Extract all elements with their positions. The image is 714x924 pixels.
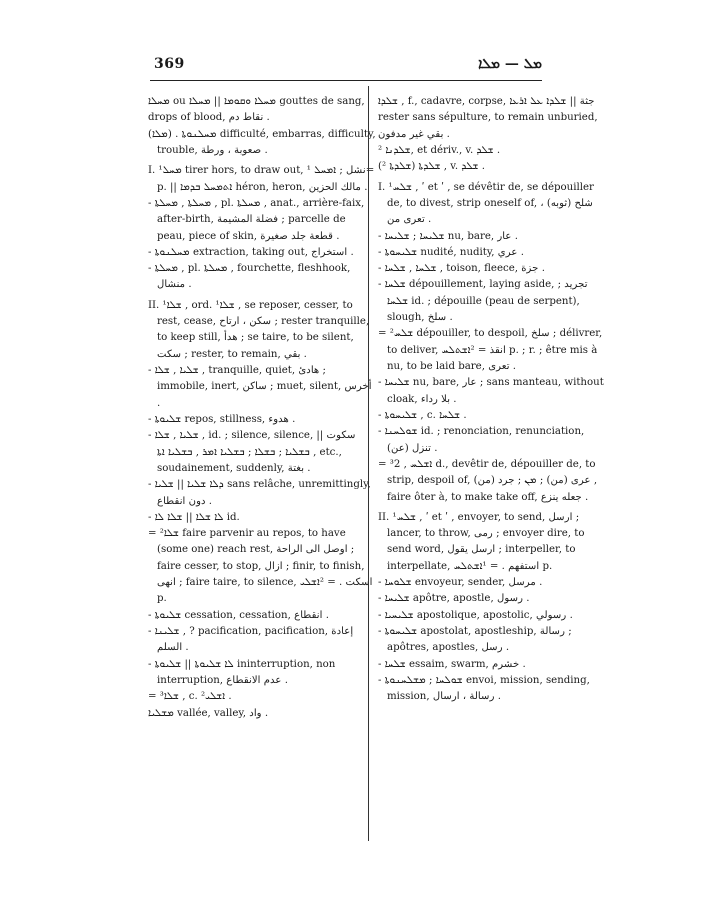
dictionary-entry: - ܫܠܝܚܐ ; ܫܠܝܚܐ nu, bare, عار . — [378, 230, 518, 242]
right-column — [378, 94, 606, 706]
dictionary-entry: - ܫܠܝܐ , ܫܠܐ , tranquille, quiet, هادئ ; immobile, inert, ساكن ; muet, silent, أخرس . — [148, 365, 372, 409]
dictionary-entry: = ²ܫܠܚ dépouiller, to despoil, سلخ ; délivrer, to deliver, انقذ = ²ܐܫܬܠܚ p. ; r. ; être mis à nu, to be laid bare, تعرى . — [378, 328, 603, 372]
dictionary-entry: - ܫܠܝܚܘܬܐ , c. ܫܠܚܐ . — [378, 409, 467, 421]
dictionary-entry: - ܠܐ ܫܠܐ || ܫܠܐ ܠܐ id. — [148, 511, 240, 523]
dictionary-entry: - ܡܚܠܬܐ , ܡܚܠܬܐ , pl. ܡܚܠܬܐ , anat., arrière-faix, after-birth, فضلة المشيمة ; parcelle de peau, piece of skin, قطعة جلد صغيرة . — [148, 197, 365, 242]
dictionary-entry: = ³ܫܠܐ , c. ²ܐܫܠܝ . — [148, 691, 232, 703]
dictionary-entry: - ܫܠܝܚܘܬܐ nudité, nudity, عري . — [378, 246, 524, 258]
dictionary-entry: ܫܠܕܐ , f., cadavre, corpse, جثة || ܫܠܕܐ ܥܠ ܐܪܥܐ rester sans sépulture, to remain unburied, بقي غير مدفون . — [378, 96, 598, 140]
page-header — [150, 56, 542, 78]
dictionary-entry: - ܫܠܝܢܐ , ? pacification, pacification, إعادة السلم . — [148, 626, 354, 654]
dictionary-entry: - ܕܠܐ ܫܠܝܐ || ܫܠܝܐ sans relâche, unremittingly, دون انقطاع . — [148, 479, 371, 507]
header-rule — [150, 80, 542, 81]
dictionary-entry: II. ¹ܫܠܐ , ord. ¹ܫܠܐ , se reposer, cesser, to rest, cease, سكن ، ارتاح ; rester tranquille, to keep still, هدأ ; se taire, to be silent, سكت ; rester, to remain, بقي . — [148, 299, 370, 360]
dictionary-entry: - ܫܠܝܚܝܐ apostolique, apostolic, رسولي . — [378, 609, 573, 621]
dictionary-entry: I. ¹ܫܠܚ , ʹ et ʹ , se dévêtir de, se dépouiller de, to divest, strip oneself of, شلح (ثوبه) ، تعرى من . — [378, 181, 594, 226]
dictionary-entry: = ³ܐܫܠܚ , 2 d., devêtir de, dépouiller de, to strip, despoil of, عرى (من) ; ܡܢ ; جرد (من) , faire ôter à, to make take off, جعله ينزع . — [378, 458, 598, 503]
dictionary-entry: - ܫܠܚܐ dépouillement, laying aside, تجريد ; ܫܠܚܐ id. ; dépouille (peau de serpent), slough, سلخ . — [378, 279, 588, 324]
dictionary-entry: - ܫܠܝܘܬܐ repos, stillness, هدوء . — [148, 413, 296, 425]
dictionary-entry: I. ¹ܡܚܠ tirer hors, to draw out, نشل ; ܐܡܚܠ ¹= p. || ܐܬܡܚܠ ܒܕܡܐ héron, heron, مالك الحزين . — [148, 165, 375, 193]
dictionary-entry: ܡܫܠܝܐ vallée, valley, واد . — [148, 707, 269, 719]
dictionary-entry: = ²ܫܠܐ faire parvenir au repos, to have (some one) reach rest, اوصل الى الراحة ; faire cesser, to stop, ازال ; finir, to finish, انهى ; faire taire, to silence, اسكت . = ²ܐܫܠܝ p. — [148, 528, 373, 605]
dictionary-entry: - ܫܠܚܐ , ܫܠܚܐ , toison, fleece, جزة . — [378, 263, 545, 275]
dictionary-entry: - ܫܠܝܘܬܐ cessation, cessation, انقطاع . — [148, 609, 329, 621]
page-number: 369 — [154, 56, 185, 72]
dictionary-entry: ܫܠܕܢܐ ², et dériv., v. ܫܠܕ . — [378, 144, 501, 156]
dictionary-entry: - ܠܐ ܫܠܝܘܬܐ || ܫܠܝܘܬܐ ininterruption, non interruption, عدم الانقطاع . — [148, 658, 336, 686]
left-column — [148, 94, 376, 722]
dictionary-entry: - ܡܚܠܢܘܬܐ extraction, taking out, استخراج . — [148, 246, 354, 258]
dictionary-entry: - ܫܘܠܚܢܐ id. ; renonciation, renunciation, تنزل (عن) . — [378, 426, 585, 454]
dictionary-entry: - ܫܠܝܐ , ܫܠܐ , id. ; silence, silence, سكوت || ܒܫܠܝܐ ; ܒܫܠܐ ; ܒܫܠܝܐ ܐܡܪ , ܒܫܠܝܐ ܐܬܐ , etc., soudainement, suddenly, بغتة . — [148, 430, 356, 474]
dictionary-entry: II. ¹ܫܠܚ , ʹ et ʹ , envoyer, to send, ارسل ; lancer, to throw, رمى ; envoyer dire, to send word, ارسل يقول ; interpeller, to interpellate, استفهم . = ¹ܐܫܬܠܚ p. — [378, 511, 585, 572]
dictionary-entry: - ܫܠܝܚܐ nu, bare, عار ; sans manteau, without cloak, بلا رداء . — [378, 377, 604, 405]
column-divider — [368, 86, 369, 841]
dictionary-entry: (ܫܠܕܬܐ ²) ܫܠܕܬܐ , v. ܫܠܕ . — [378, 161, 485, 173]
dictionary-entry: - ܫܠܚܐ essaim, swarm, خشرم . — [378, 658, 526, 670]
dictionary-entry: ܡܚܠܐ ou ܡܚܠܐ ܘܩܘܡܐ || ܡܚܠܐ gouttes de sang, drops of blood, نقاط دم . — [148, 96, 365, 124]
dictionary-entry: - ܫܠܘܚܐ envoyeur, sender, مرسل . — [378, 577, 543, 589]
dictionary-entry: - ܫܠܝܚܐ apôtre, apostle, رسول . — [378, 593, 530, 605]
dictionary-entry: - ܫܠܝܚܘܬܐ apostolat, apostleship, رسالة ; apôtres, apostles, رسل . — [378, 626, 572, 654]
dictionary-entry: - ܫܘܠܚܐ ; ܡܫܠܚܢܘܬܐ envoi, mission, sending, mission, رسالة ، ارسال . — [378, 674, 590, 703]
dictionary-entry: (ܡܠܐ) . ܡܚܠܢܘܬܐ difficulté, embarras, difficulty, trouble, صعوبة ، ورطة . — [148, 128, 376, 156]
running-head: ܡܠ — ܡܠܐ — [478, 56, 542, 72]
dictionary-entry: - ܡܚܠܬܐ , pl. ܡܚܠܬܐ , fourchette, fleshhook, منشال . — [148, 263, 351, 291]
